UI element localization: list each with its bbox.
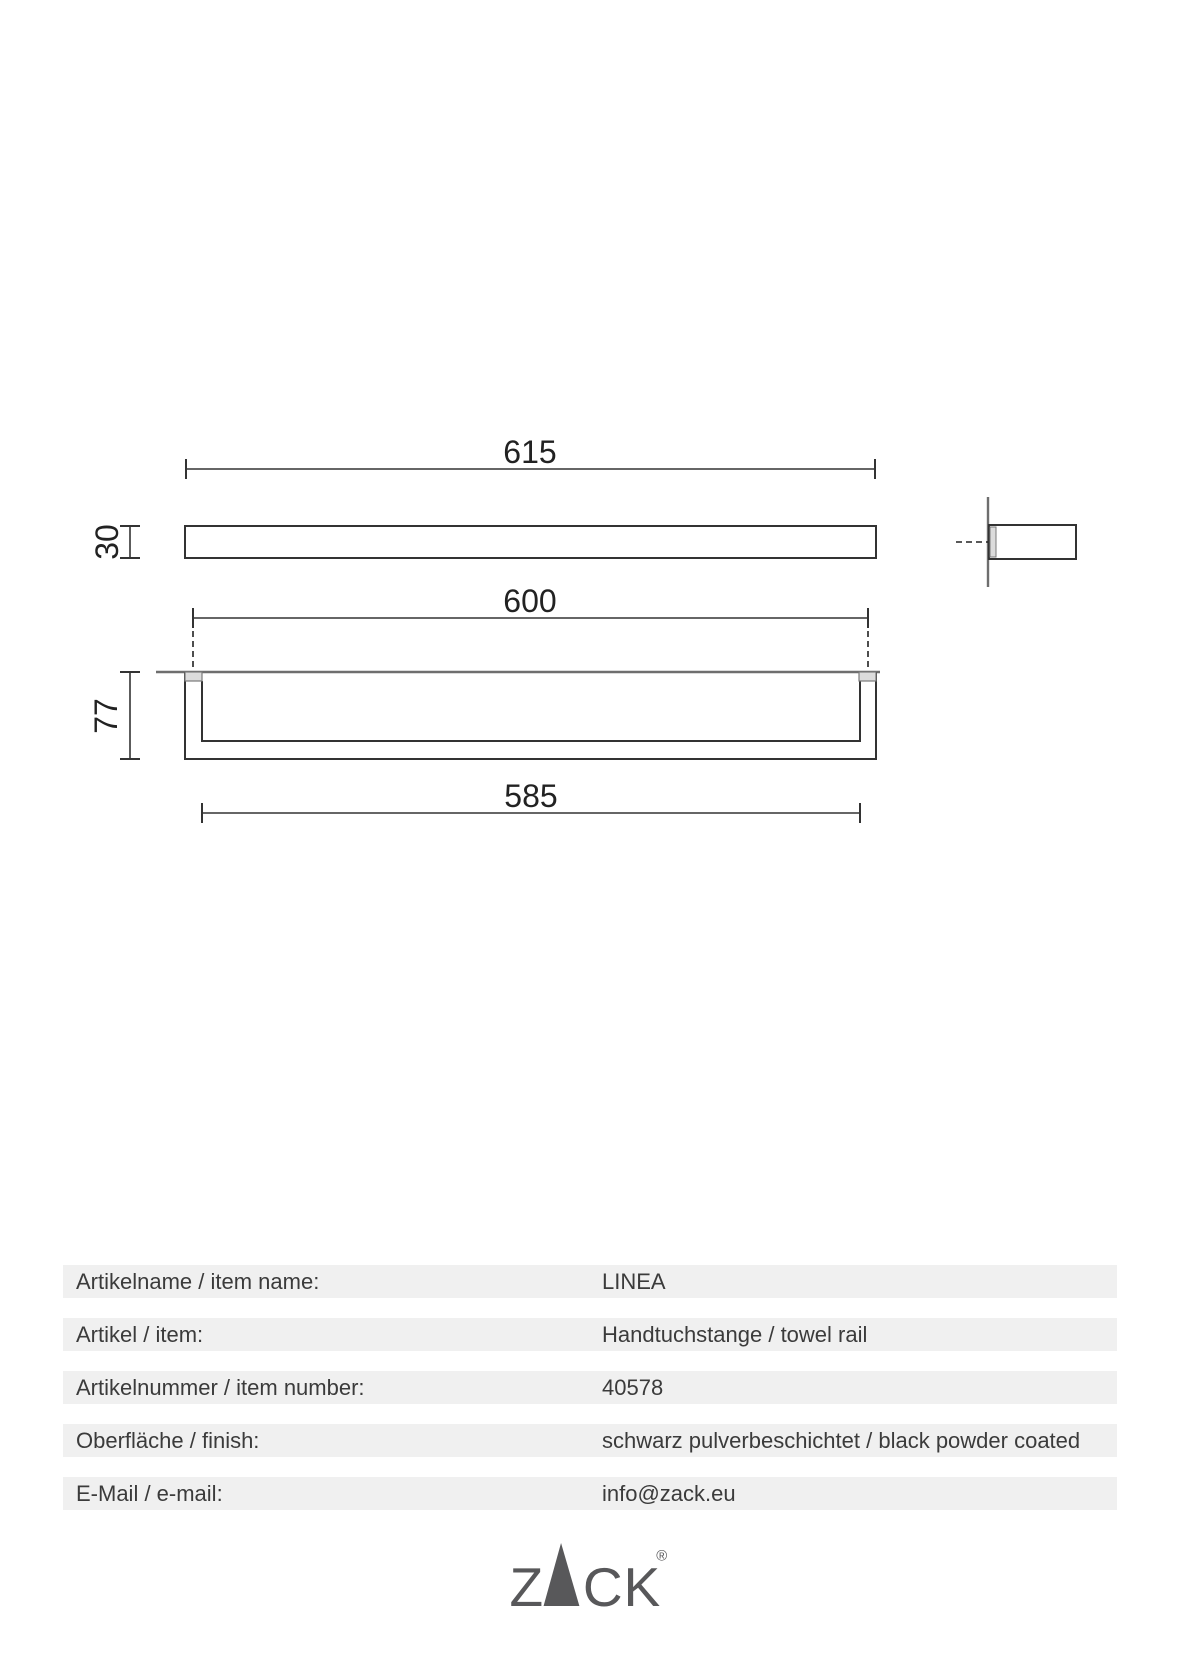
mount-plate-right (859, 672, 876, 681)
mount-plate-side (990, 527, 996, 557)
spec-row-value: LINEA (602, 1269, 666, 1294)
mount-plate-left (185, 672, 202, 681)
spec-row-label: Artikelname / item name: (76, 1269, 320, 1294)
dim-width-585-label: 585 (504, 778, 558, 814)
zack-logo (506, 1542, 672, 1614)
spec-row-value: 40578 (602, 1375, 664, 1400)
top-view (88, 583, 880, 823)
dim-height-30-label: 30 (89, 524, 125, 560)
spec-row-item (63, 1318, 1117, 1351)
dim-width-615-label: 615 (503, 434, 557, 470)
spec-row-value: Handtuchstange / towel rail (602, 1322, 868, 1347)
rail-top-outer-outline (185, 672, 876, 759)
spec-row-value: schwarz pulverbeschichtet / black powder coated (602, 1428, 1081, 1453)
spec-row-value: info@zack.eu (602, 1481, 736, 1506)
side-view (956, 497, 1076, 587)
zack-logo-letter-z: Z (509, 1555, 544, 1614)
zack-logo-triangle-icon (544, 1543, 580, 1606)
dim-width-600-label: 600 (503, 583, 557, 619)
spec-row-label: Oberfläche / finish: (76, 1428, 260, 1453)
spec-row-label: Artikel / item: (76, 1322, 204, 1347)
rail-top-inner-outline (202, 681, 860, 741)
spec-row-finish (63, 1424, 1117, 1457)
rail-front-outline (185, 526, 876, 558)
registered-trademark-icon: ® (656, 1548, 668, 1565)
zack-logo-letters-ck: CK (582, 1555, 662, 1614)
dim-depth-77-label: 77 (88, 698, 124, 734)
front-view (89, 434, 876, 560)
spec-row-label: Artikelnummer / item number: (76, 1375, 365, 1400)
spec-row-item-number (63, 1371, 1117, 1404)
spec-row-label: E-Mail / e-mail: (76, 1481, 223, 1506)
spec-row-email (63, 1477, 1117, 1510)
rail-side-outline (989, 525, 1076, 559)
spec-table (63, 1265, 1117, 1530)
spec-row-item-name (63, 1265, 1117, 1298)
